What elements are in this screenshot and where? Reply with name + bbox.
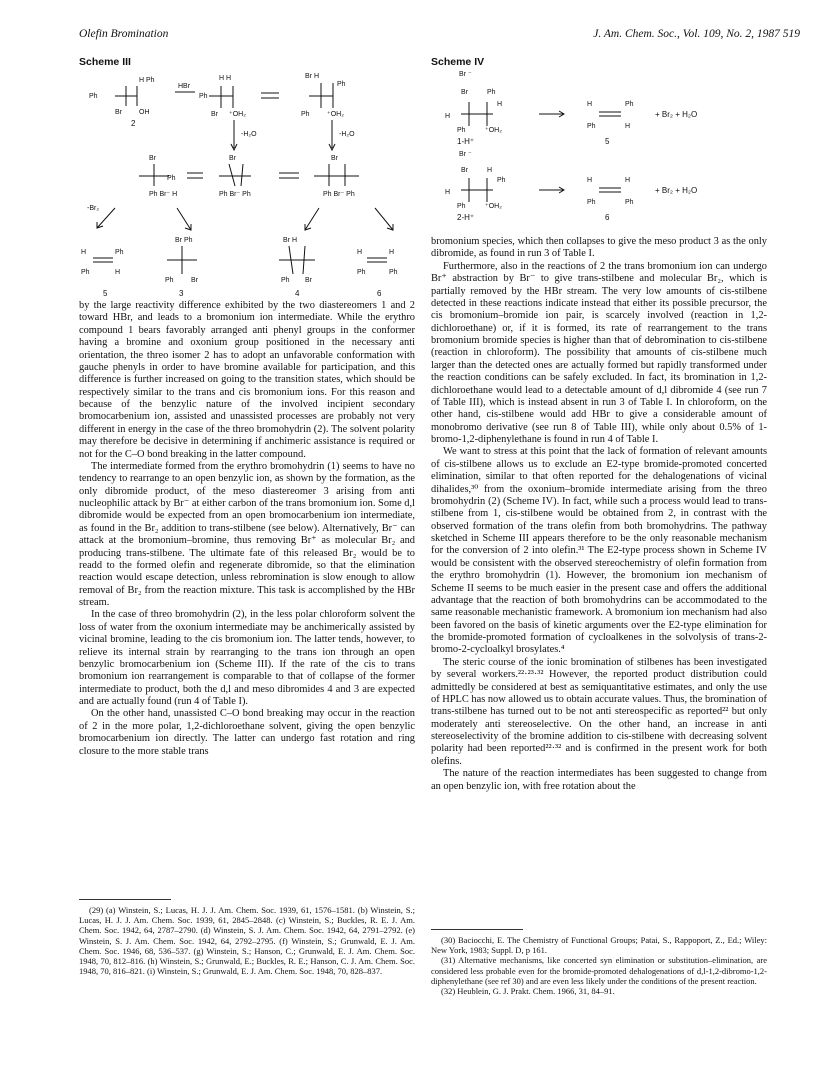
scheme-iii-chem-label-row3: Ph: [115, 249, 124, 256]
scheme-iii-chem-label-row1: ⁺OH₂: [229, 111, 246, 118]
scheme-iii-chem-label-row1: OH: [139, 109, 150, 116]
scheme-iv-chem-label: H: [445, 189, 451, 196]
water-loss-2: -H₂O: [339, 131, 355, 138]
scheme-iv-diagram: [431, 68, 771, 230]
scheme-iii-chem-label-row3: Ph: [165, 277, 174, 284]
scheme-iv-row2-label: 2-H⁺: [457, 213, 475, 222]
right-column-body: [431, 236, 767, 793]
scheme-iii-chem-label-row3: Br Ph: [175, 237, 193, 244]
scheme-iv-chem-label: Ph: [487, 89, 496, 96]
paragraph: On the other hand, unassisted C–O bond breaking may occur in the reaction of 2 in the more polar, 1,2-dichloroethane solvent, giving the open benzylic bromocarbenium ion directly. The latter can undergo fast rotation and ring closure to the more stable trans: [79, 708, 415, 757]
scheme-iv-row1-label: 1-H⁺: [457, 137, 475, 146]
scheme-iii-chem-label-row3: Br H: [283, 237, 297, 244]
footnote-31: (31) Alternative mechanisms, like concerted syn elimination or substitution–elimination, are considered less probable even for the bromide-promoted dehalogenations of d,l-1,2-dibromo-1,2-diphenylethane (see ref 30) and are even less likely under the conditions of the present reaction.: [431, 955, 767, 986]
right-footnotes: [431, 935, 767, 996]
scheme-iii-chem-label-row1: H H: [219, 75, 232, 82]
footnote-rule: [79, 899, 171, 900]
scheme-iii-chem-label-row2: Br: [229, 155, 236, 162]
left-column-body: [79, 300, 415, 758]
scheme-iii-chem-label-row3: Br: [305, 277, 312, 284]
scheme-iv-row2-coproducts: + Br₂ + H₂O: [655, 186, 698, 195]
scheme-iii-chem-label-row1: Ph: [199, 93, 208, 100]
scheme-iii-chem-label-row1: Ph: [337, 81, 346, 88]
running-title: Olefin Bromination: [79, 28, 169, 40]
scheme-iv-chem-label: H: [587, 101, 593, 108]
scheme-iv-row1-product: 5: [605, 137, 610, 146]
br2-loss: -Br₂: [87, 205, 100, 212]
scheme-iv-chem-label: ⁺OH₂: [485, 203, 502, 210]
left-footnotes: [79, 905, 415, 976]
scheme-iii-chem-label-row3: Ph: [357, 269, 366, 276]
hbr-reagent: HBr: [178, 83, 191, 90]
scheme-iv-chem-label: H: [625, 177, 631, 184]
footnote-32: (32) Heublein, G. J. Prakt. Chem. 1966, 31, 84–91.: [441, 986, 615, 997]
scheme-iv-chem-label: Ph: [587, 123, 596, 130]
paragraph: by the large reactivity difference exhibited by the two diastereomers 1 and 2 toward HBr, and leads to a bromonium ion intermediate. While the erythro compound 1 bears favorably arranged anti phenyl groups in the conformer having a bromine and oxonium group positioned in the necessary anti orientation, the threo isomer 2 has to adopt an unfavorable conformation with gauche phenyls in order to have bromine available for participation, and this difference is further increased on going to the transition states, which should be respectively similar to the trans and cis bromonium ions. For this reason and because of the benzylic nature of the involved incipient secondary bromocarbenium ion, assisted and unassisted processes are probably not very different in energy in the case of the threo bromohydrin (2). The solvent polarity may therefore be decisive in determining if anchimeric assistance is required or not for the C–O bond breaking in the latter compound.: [79, 300, 415, 460]
scheme-iv-chem-label: Br: [461, 167, 468, 174]
scheme-iii-chem-label-row1: ⁺OH₂: [327, 111, 344, 118]
scheme-iv-row1-coproducts: + Br₂ + H₂O: [655, 110, 698, 119]
scheme-iv-chem-label: H: [487, 167, 493, 174]
scheme-iii-title: Scheme III: [79, 56, 131, 68]
scheme-iii-chem-label-row2: Ph: [167, 175, 176, 182]
compound-2-label: 2: [131, 119, 136, 128]
paragraph: bromonium species, which then collapses to give the meso product 3 as the only dibromide, as found in run 3 of Table I.: [431, 236, 767, 260]
footnote-rule: [431, 929, 523, 930]
paragraph: We want to stress at this point that the lack of formation of relevant amounts of cis-stilbene allows us to exclude an E2-type bromide-promoted concerted elimination, similar to that often reported for the dehalogenations of vicinal dihalides,³⁰ from the oxonium–bromide intermediate arising from the threo bromohydrin (2) (Scheme IV). In fact, while such a process would lead to trans-stilbene from 1, cis-stilbene would be obtained from 2, in contrast with the observed formation of the trans olefin from both bromohydrins. The pathway sketched in Scheme III appears therefore to be the only reasonable mechanism for the conversion of 2 into olefin.³¹ The E2-type process shown in Scheme IV would be consistent with the observed stereochemistry of olefin formation from the erythro bromohydrin (1). However, the bromonium ion mechanism of Scheme II seems to be much easier in the present case and offers the additional advantage that the reaction of both bromohydrins can be accommodated to the same reasonable mechanistic framework. A bromonium ion mechanism had also been favored on the basis of kinetic arguments over the E2-type elimination for the bromide-promoted formation of cycloalkenes in the solvolysis of trans-2-bromo-2-cycloalkyl brosylates.⁴: [431, 446, 767, 656]
scheme-iii-chem-label-row3: H: [357, 249, 363, 256]
scheme-iv-chem-label: ⁺OH₂: [485, 127, 502, 134]
scheme-iv-chem-label: Ph: [457, 203, 466, 210]
compound-6-label: 6: [377, 289, 382, 298]
scheme-iv-chem-label: Ph: [497, 177, 506, 184]
compound-5-label: 5: [103, 289, 108, 298]
scheme-iii-chem-label-row2: Ph Br⁻ Ph: [219, 191, 251, 198]
scheme-iii-chem-label-row3: H: [115, 269, 121, 276]
scheme-iii-chem-label-row3: Ph: [389, 269, 398, 276]
scheme-iv-chem-label: Ph: [587, 199, 596, 206]
scheme-iv-chem-label: Br ⁻: [459, 151, 472, 158]
compound-3-label: 3: [179, 289, 184, 298]
paragraph: Furthermore, also in the reactions of 2 the trans bromonium ion can undergo Br⁺ abstraction by Br⁻ to give trans-stilbene and molecular Br₂, which is partially removed by the HBr stream. The very low amounts of cis-stilbene detected in these reactions indicate instead that either its possible precursor, the cis bromonium–bromide ion pair, is scarcely involved (reaction in 1,2-dichloroethane) or, if it is formed, its rate of rearrangement to the trans bromonium bromide species is higher than that of debromination to cis-stilbene (reaction in chloroform). The possibility that amounts of cis-stilbene much larger than the detected ones are actually formed but rapidly transformed under the reaction conditions can be safely excluded. In fact, its bromination in 1,2-dichloroethane would lead to a detectable amount of d,l dibromide 4 (see run 7 of Table III), which is instead absent in run 3 of Table I. In chloroform, on the other hand, cis-stilbene would add HBr to give a considerable amount of monobromo derivative (see run 8 of Table III), while only about 0.5% of 1-bromo-1,2-diphenylethane is found in run 4 of Table I.: [431, 260, 767, 445]
scheme-iii-diagram: [79, 68, 415, 298]
compound-4-label: 4: [295, 289, 300, 298]
paragraph: The nature of the reaction intermediates has been suggested to change from an open benzylic ion, with free rotation about the: [431, 768, 767, 792]
scheme-iii-chem-label-row2: Br: [331, 155, 338, 162]
scheme-iv-chem-label: H: [625, 123, 631, 130]
scheme-iv-chem-label: Br: [461, 89, 468, 96]
scheme-iii-chem-label-row2: Br: [149, 155, 156, 162]
journal-citation: J. Am. Chem. Soc., Vol. 109, No. 2, 1987 519: [593, 28, 800, 40]
scheme-iv-chem-label: H: [445, 113, 451, 120]
scheme-iv-chem-label: Ph: [457, 127, 466, 134]
scheme-iii-chem-label-row3: H: [389, 249, 395, 256]
scheme-iv-chem-label: H: [497, 101, 503, 108]
footnote-29: (29) (a) Winstein, S.; Lucas, H. J. J. Am. Chem. Soc. 1939, 61, 1576–1581. (b) Winstein, S.; Lucas, H. J. J. Am. Chem. Soc. 1939, 61, 2845–2848. (c) Winstein, S.; Buckles, R. E. J. Am. Chem. Soc. 1942, 64, 2787–2790. (d) Winstein, S. J. Am. Chem. Soc. 1942, 64, 2791–2792. (e) Winstein, S. J. Am. Chem. Soc. 1942, 64, 2792–2795. (f) Winstein, S.; Grunwald, E. J. Am. Chem. Soc. 1946, 68, 536–537. (g) Winstein, S.; Hanson, C.; Grunwald, E. J. Am. Chem. Soc. 1948, 70, 812–816. (h) Winstein, S.; Grunwald, E.; Buckles, R. E.; Hanson, C. J. Am. Chem. Soc. 1948, 70, 816–821. (i) Winstein, S.; Grunwald, E. J. Am. Chem. Soc. 1948, 70, 828–837.: [79, 905, 415, 977]
scheme-iv-chem-label: H: [587, 177, 593, 184]
scheme-iii-chem-label-row1: Ph: [301, 111, 310, 118]
scheme-iii-chem-label-row1: Br H: [305, 73, 319, 80]
scheme-iii-chem-label-row3: Br: [191, 277, 198, 284]
paragraph: The steric course of the ionic bromination of stilbenes has been investigated by several workers.²²·²³·³² However, the reported product distribution could admittedly be considered at best as semiquantitative estimates, and only the use of HPLC has now allowed us to obtain accurate values. Thus, the bromination of trans-stilbene has turned out to be not anti stereospecific as reported²² but only moderately anti stereoselective. On the other hand, an increase in anti stereoselectivity of the bromine addition to cis-stilbene with decreasing solvent polarity had been reported²²·³² and is confirmed in the present work for both olefins.: [431, 656, 767, 767]
scheme-iii-chem-label-row3: Ph: [81, 269, 90, 276]
scheme-iii-chem-label-row1: Br: [115, 109, 122, 116]
scheme-iii-chem-label-row1: Ph: [89, 93, 98, 100]
paragraph: The intermediate formed from the erythro bromohydrin (1) seems to have no tendency to rearrange to an open benzylic ion, as shown by the formation, as the only dibromide product, of the meso diastereomer 3 arising from anti nucleophilic attack by Br⁻ at either carbon of the trans bromonium ion. Some d,l dibromide would be expected from an open bromocarbenium ion intermediate, as found in the Br₂ addition to trans-stilbene (see below). Alternatively, Br⁻ can attack at the bromonium–bromine, thus removing Br⁺ as molecular Br₂ and producing trans-stilbene. The ultimate fate of this released Br₂ would be to readd to the formed olefin and regenerate dibromide, so that the elimination reaction would escape detection, unless rebromination is slow enough to allow removal of Br₂ from the reaction mixture. This task is accomplished by the HBr stream.: [79, 460, 415, 608]
scheme-iv-title: Scheme IV: [431, 56, 485, 68]
scheme-iv-chem-label: Ph: [625, 101, 634, 108]
water-loss-1: -H₂O: [241, 131, 257, 138]
paragraph: In the case of threo bromohydrin (2), in the less polar chloroform solvent the loss of water from the oxonium intermediate may be anchimerically assisted by vicinal bromine, leading to the cis bromonium ion. The latter tends, however, to relieve its internal strain by rearranging to the trans ion through an open benzylic bromocarbenium ion (Scheme III). If the rate of the cis to trans bromonium ion rearrangement is comparable to that of collapse of the former intermediate to product, both the d,l and meso dibromides 4 and 3 are expected and are actually found (run 4 of Table I).: [79, 609, 415, 707]
scheme-iii-chem-label-row1: Br: [211, 111, 218, 118]
scheme-iii-chem-label-row3: Ph: [281, 277, 290, 284]
scheme-iv-chem-label: Br ⁻: [459, 71, 472, 78]
scheme-iv-row2-product: 6: [605, 213, 610, 222]
scheme-iv-chem-label: Ph: [625, 199, 634, 206]
scheme-iii-chem-label-row1: H Ph: [139, 77, 155, 84]
scheme-iii-chem-label-row2: Ph Br⁻ H: [149, 191, 178, 198]
footnote-30: (30) Baciocchi, E. The Chemistry of Functional Groups; Patai, S., Rappoport, Z., Ed.; Wiley: New York, 1983; Suppl. D, p 161.: [431, 935, 767, 956]
scheme-iii-chem-label-row3: H: [81, 249, 87, 256]
scheme-iii-chem-label-row2: Ph Br⁻ Ph: [323, 191, 355, 198]
